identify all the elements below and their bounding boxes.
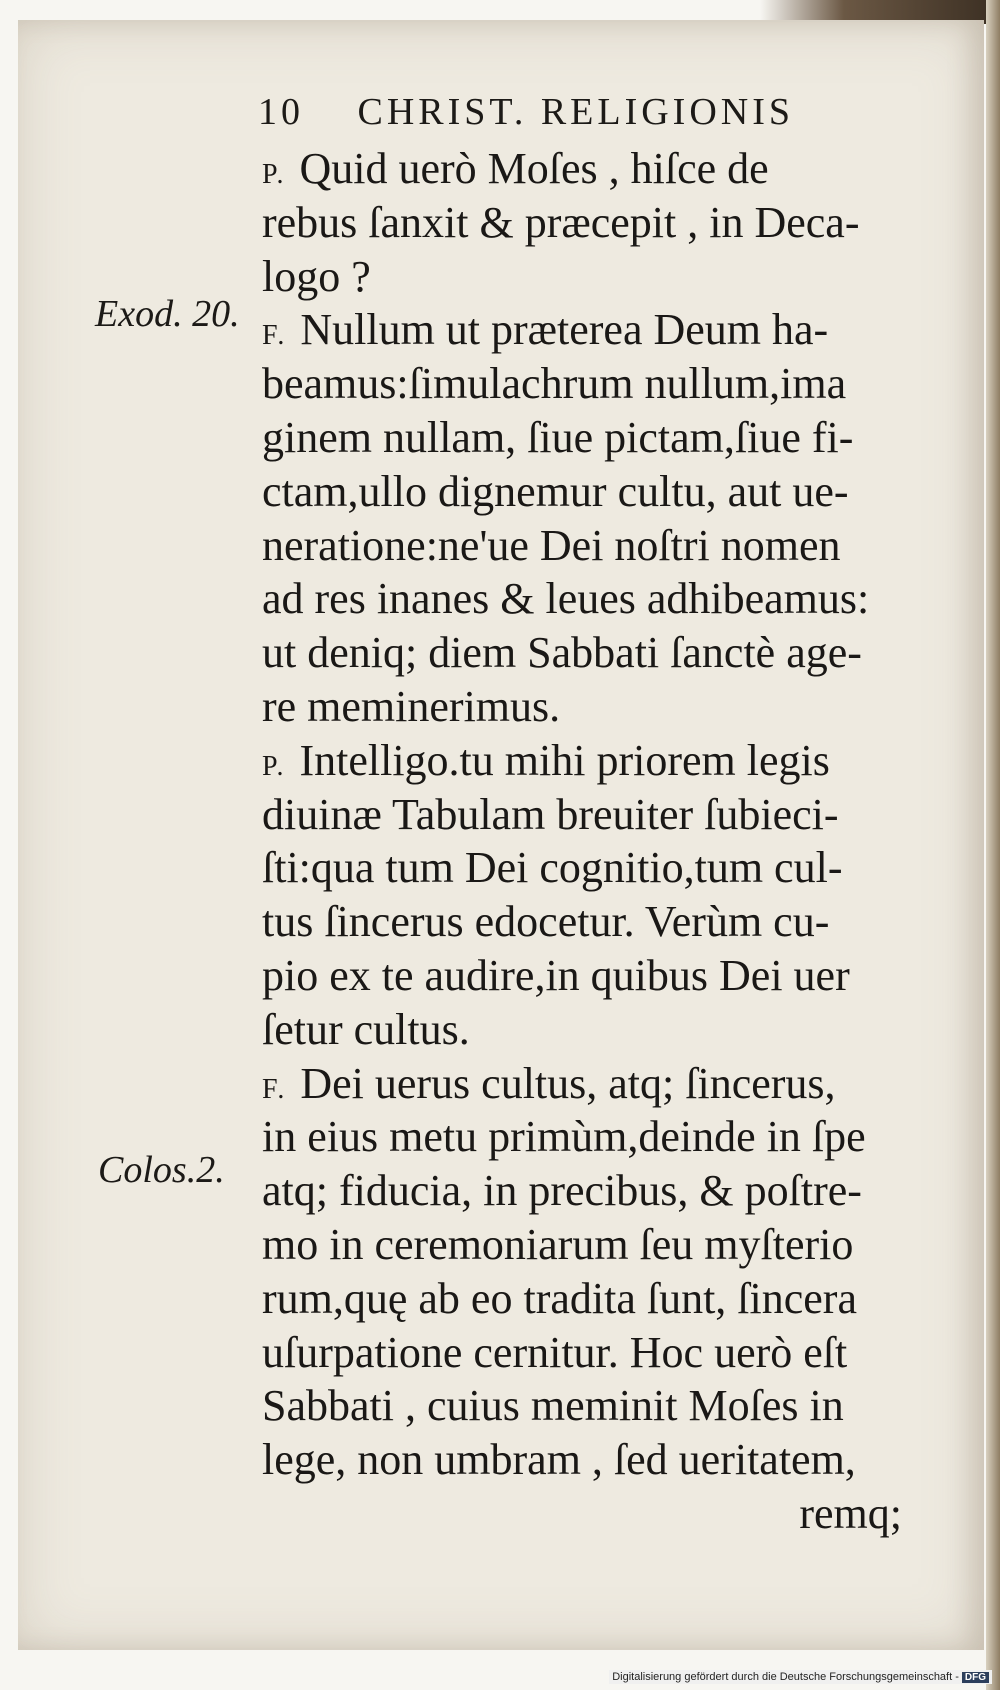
body-text (262, 142, 902, 1541)
line-text: pio ex te audire,in quibus Dei uer (262, 950, 850, 1000)
text-line (262, 626, 902, 680)
text-line (262, 1487, 902, 1541)
line-text: uſurpatione cernitur. Hoc uerò eſt (262, 1327, 848, 1377)
line-text: tus ſincerus edocetur. Verùm cu- (262, 897, 830, 947)
text-line (262, 196, 902, 250)
line-text: in eius metu primùm,deinde in ſpe (262, 1112, 866, 1162)
text-line (262, 572, 902, 626)
page-header (258, 90, 794, 134)
text-line (262, 841, 902, 895)
line-text: re meminerimus. (262, 681, 561, 731)
margin-note-exod: Exod. 20. (95, 293, 240, 335)
text-line (262, 1272, 902, 1326)
text-line (262, 949, 902, 1003)
line-text: ut deniq; diem Sabbati ſanctè age- (262, 628, 862, 678)
line-text: rebus ſanxit & præcepit , in Deca- (262, 197, 860, 247)
line-text: diuinæ Tabulam breuiter ſubieci- (262, 789, 839, 839)
line-text: rum,quę ab eo tradita ſunt, ſincera (262, 1273, 857, 1323)
text-line (262, 1003, 902, 1057)
text-line (262, 788, 902, 842)
line-text: ginem nullam, ſiue pictam,ſiue fi- (262, 412, 854, 462)
text-line (262, 1218, 902, 1272)
line-text: atq; fiducia, in precibus, & poſtre- (262, 1166, 862, 1216)
text-line (262, 1057, 902, 1111)
line-text: Quid uerò Moſes , hiſce de (299, 144, 769, 193)
text-line (262, 411, 902, 465)
line-text: mo in ceremoniarum ſeu myſterio (262, 1219, 854, 1269)
text-line (262, 680, 902, 734)
line-text: ſetur cultus. (262, 1004, 470, 1054)
line-text: Intelligo.tu mihi priorem legis (299, 735, 830, 785)
text-line (262, 1379, 902, 1433)
line-text: remq; (799, 1488, 902, 1538)
line-text: Sabbati , cuius meminit Moſes in (262, 1381, 844, 1431)
text-line (262, 1433, 902, 1487)
line-text: logo ? (262, 251, 371, 301)
digitization-credit (609, 1670, 992, 1684)
line-text: lege, non umbram , ſed ueritatem, (262, 1435, 856, 1485)
line-text: Nullum ut præterea Deum ha- (300, 305, 829, 355)
text-line (262, 1164, 902, 1218)
text-line (262, 303, 902, 357)
text-line (262, 519, 902, 573)
text-line (262, 250, 902, 304)
speaker-mark: P. (262, 750, 286, 782)
speaker-mark: F. (262, 1073, 287, 1105)
speaker-mark: F. (262, 320, 287, 352)
line-text: ſti:qua tum Dei cognitio,tum cul- (262, 843, 843, 893)
line-text: ctam,ullo dignemur cultu, aut ue- (262, 466, 849, 516)
text-line (262, 1110, 902, 1164)
margin-note-colos: Colos.2. (98, 1149, 225, 1191)
text-line (262, 142, 902, 196)
text-line (262, 465, 902, 519)
line-text: ad res inanes & leues adhibeamus: (262, 574, 870, 624)
line-text: Dei uerus cultus, atq; ſincerus, (300, 1058, 836, 1108)
text-line (262, 895, 902, 949)
credit-text: Digitalisierung gefördert durch die Deutsche Forschungsgemeinschaft - (612, 1671, 959, 1683)
dfg-logo: DFG (962, 1672, 989, 1683)
text-line (262, 734, 902, 788)
line-text: beamus:ſimulachrum nullum,ima (262, 359, 847, 409)
page-number: 10 (258, 91, 304, 133)
speaker-mark: P. (262, 159, 286, 190)
page-edge (986, 0, 1000, 1690)
text-line (262, 1326, 902, 1380)
running-title: CHRIST. RELIGIONIS (357, 91, 795, 133)
line-text: neratione:ne'ue Dei noſtri nomen (262, 520, 841, 570)
text-line (262, 357, 902, 411)
